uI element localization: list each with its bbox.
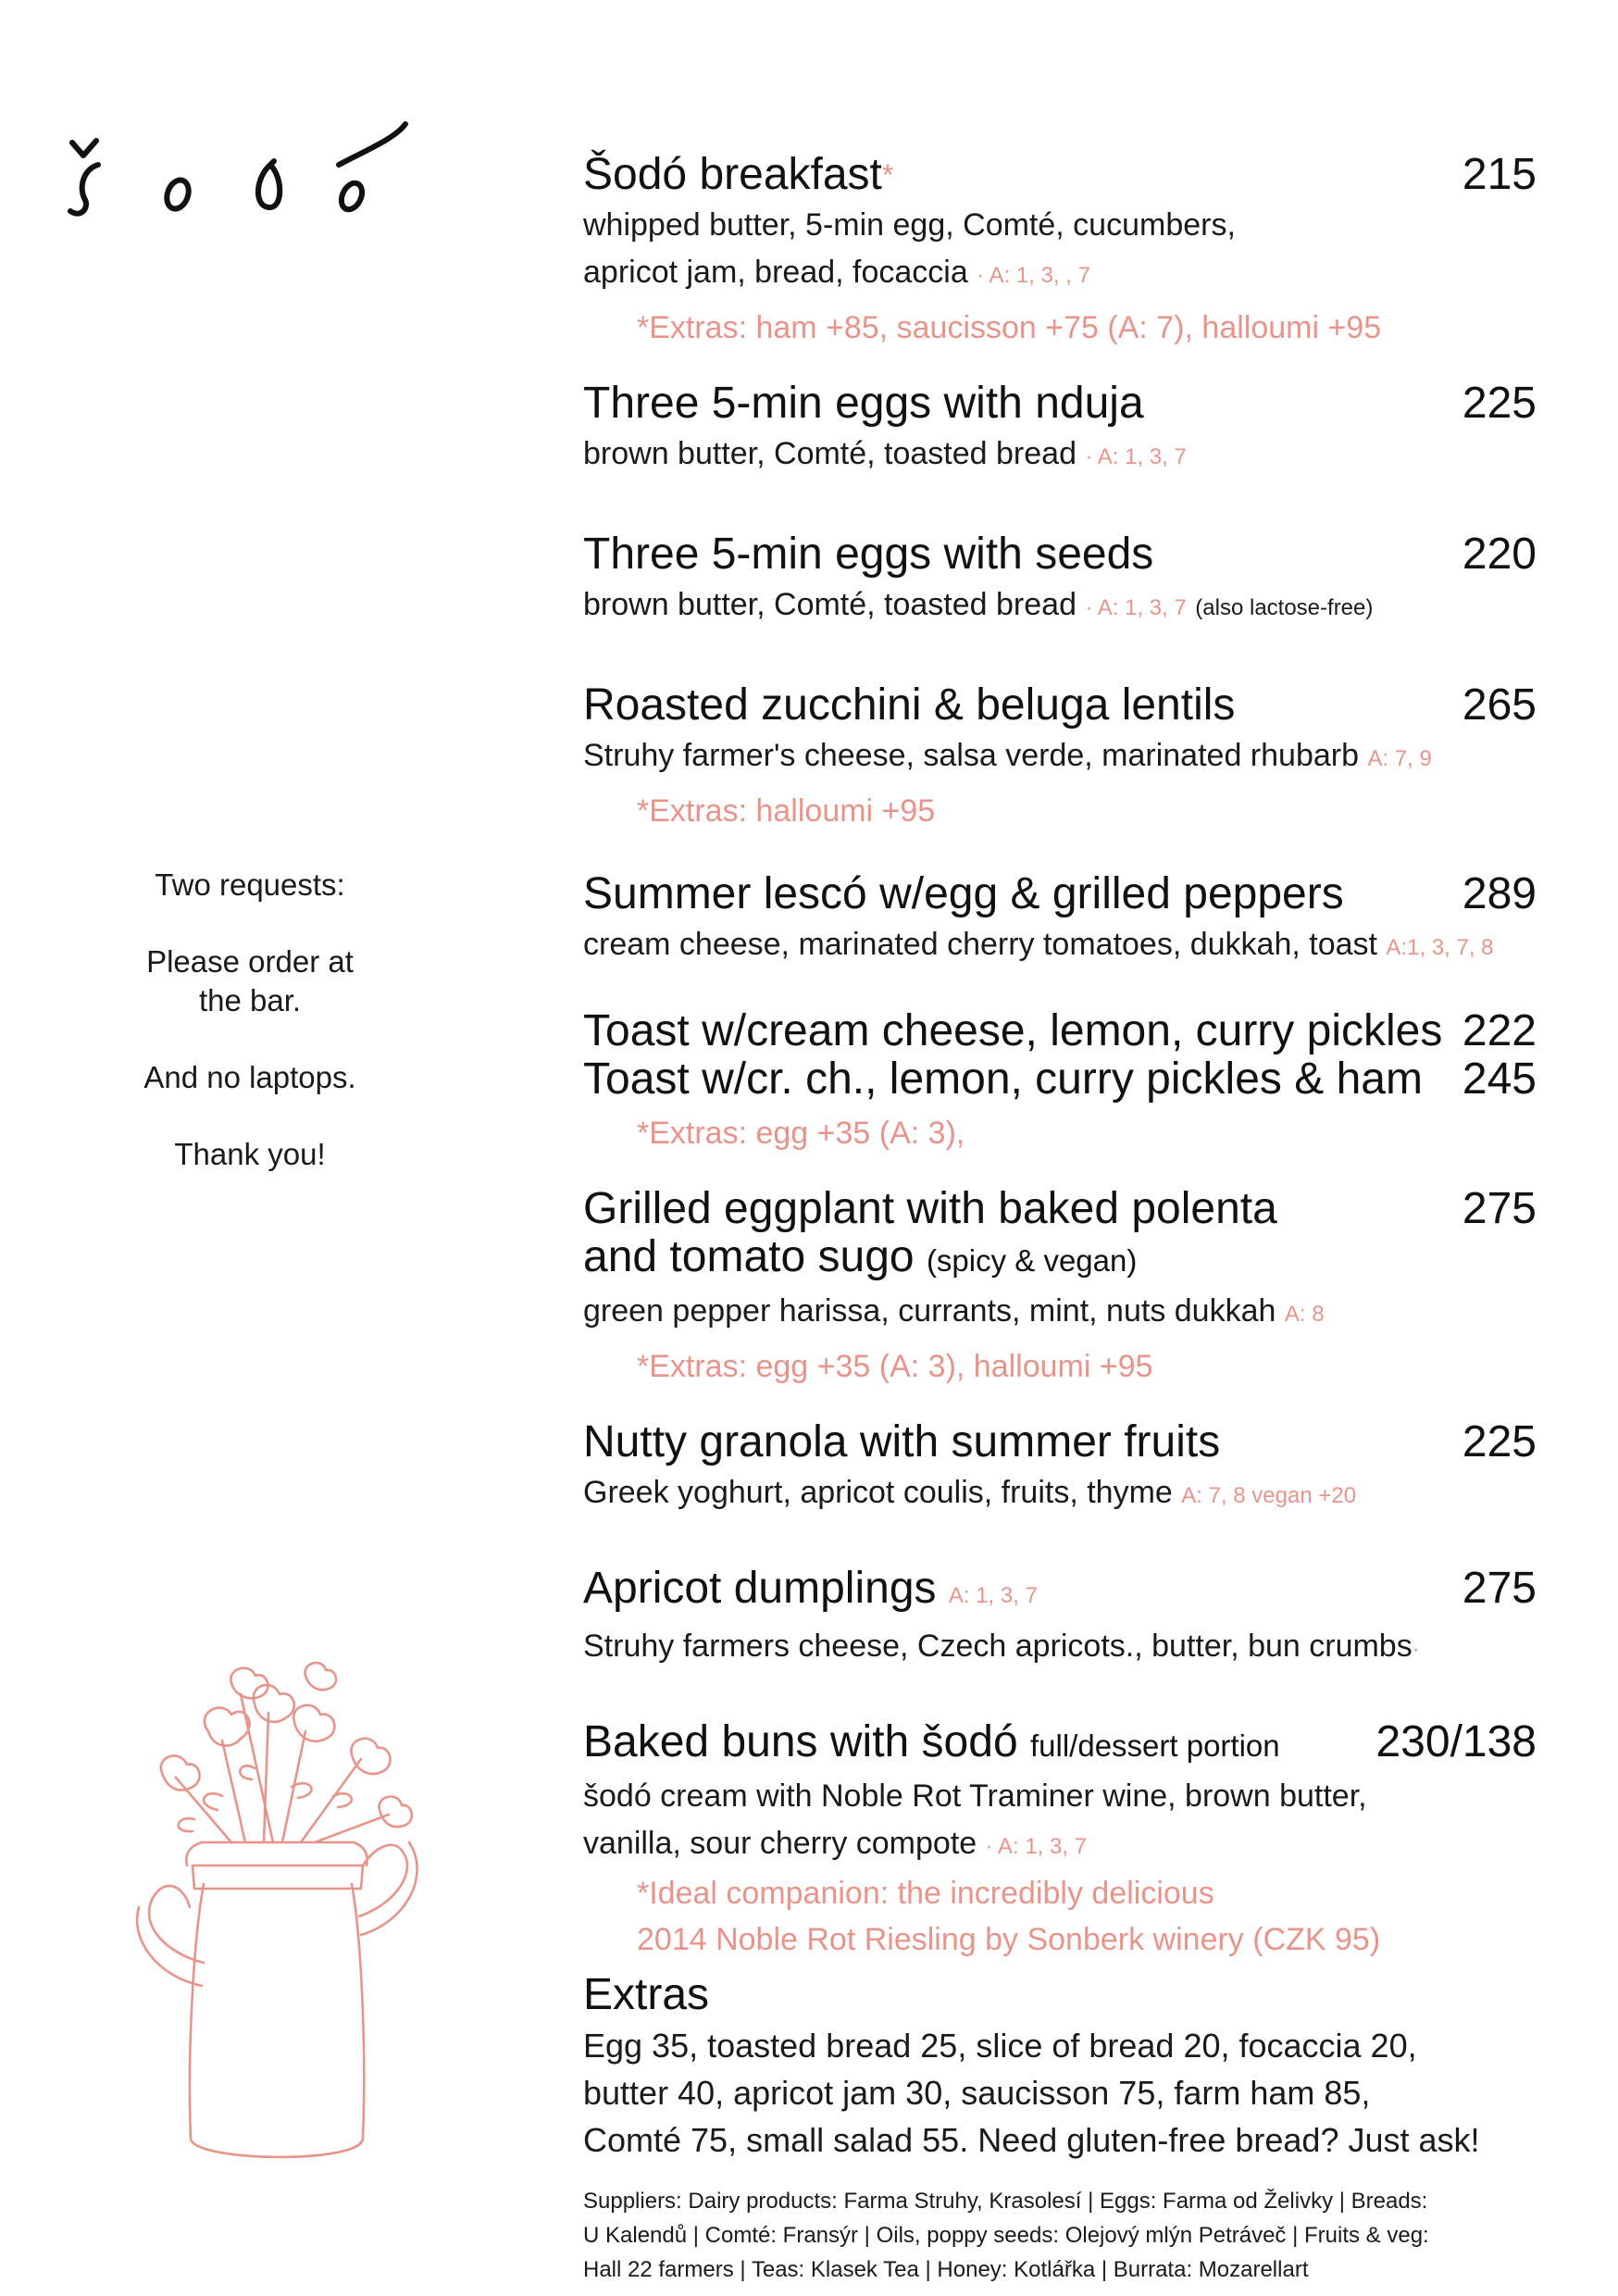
menu-item-price: 275	[1462, 1184, 1537, 1233]
allergens: A: 1, 3, 7	[948, 1583, 1038, 1608]
flower-vase-icon	[83, 1657, 472, 2176]
menu-item	[583, 679, 1537, 834]
allergens: · A: 1, 3, , 7	[977, 263, 1090, 288]
allergens: A: 7, 8 vegan +20	[1181, 1483, 1357, 1508]
allergens: · A: 1, 3, 7	[1085, 444, 1187, 469]
menu-item-name: Apricot dumplings	[583, 1564, 937, 1613]
menu-item-name: Toast w/cream cheese, lemon, curry pickles	[583, 1006, 1443, 1055]
menu-item-subtitle: (spicy & vegan)	[926, 1243, 1138, 1278]
menu-item-price: 275	[1462, 1564, 1537, 1613]
extras-title: Extras	[583, 1970, 710, 2019]
wine-note	[637, 1870, 1537, 1963]
sidebar-requests	[93, 866, 407, 1212]
lactose-free-note: (also lactose-free)	[1195, 595, 1374, 620]
menu-item-description	[583, 202, 1537, 299]
menu-item	[583, 1716, 1537, 1963]
menu-item-name-line2	[583, 1230, 1537, 1288]
menu-item-description	[583, 1288, 1537, 1338]
description-line: green pepper harissa, currants, mint, nuts dukkah	[583, 1293, 1276, 1329]
extras-note: *Extras: egg +35 (A: 3), halloumi +95	[637, 1349, 1153, 1384]
menu-item-description	[583, 1773, 1537, 1870]
menu-item	[583, 867, 1537, 971]
menu-list	[583, 148, 1537, 2287]
sidebar-line: And no laptops.	[143, 1060, 356, 1094]
menu-item-name: Baked buns with šodó	[583, 1717, 1018, 1766]
menu-item-name: Grilled eggplant with baked polenta	[583, 1184, 1277, 1233]
allergens: · A: 1, 3, 7	[1085, 595, 1187, 620]
description-line: brown butter, Comté, toasted bread	[583, 587, 1077, 622]
sidebar-line: Thank you!	[174, 1137, 326, 1171]
extras-body	[583, 2022, 1537, 2164]
menu-item-name: Three 5-min eggs with nduja	[583, 379, 1144, 428]
menu-item-name: Three 5-min eggs with seeds	[583, 530, 1154, 579]
menu-item-price: 225	[1462, 379, 1537, 428]
menu-item-price: 222	[1462, 1006, 1537, 1055]
menu-item	[583, 1004, 1537, 1156]
suppliers-section	[583, 2184, 1537, 2287]
description-line: šodó cream with Noble Rot Traminer wine, brown butter,	[583, 1778, 1367, 1814]
extras-section	[583, 1968, 1537, 2164]
description-line: Greek yoghurt, apricot coulis, fruits, thyme	[583, 1475, 1173, 1510]
extras-note: *Extras: egg +35 (A: 3),	[637, 1116, 965, 1151]
menu-item	[583, 528, 1537, 631]
menu-item-description	[583, 430, 1537, 480]
note-line: 2014 Noble Rot Riesling by Sonberk winery (CZK 95)	[637, 1922, 1381, 1957]
extras-line: Comté 75, small salad 55. Need gluten-free bread? Just ask!	[583, 2121, 1480, 2159]
menu-item	[583, 148, 1537, 351]
menu-item	[583, 1182, 1537, 1390]
description-line: vanilla, sour cherry compote	[583, 1826, 977, 1861]
menu-item-subtitle: full/dessert portion	[1029, 1728, 1280, 1763]
suppliers-line: Hall 22 farmers | Teas: Klasek Tea | Honey: Kotlářka | Burrata: Mozarellart	[583, 2257, 1309, 2282]
description-line: whipped butter, 5-min egg, Comté, cucumbers,	[583, 207, 1236, 243]
menu-item	[583, 377, 1537, 480]
menu-item-name-wrap	[583, 148, 893, 202]
menu-item	[583, 1562, 1537, 1673]
note-line: *Ideal companion: the incredibly delicious	[637, 1876, 1214, 1911]
menu-item-name-wrap	[583, 1716, 1280, 1773]
description-line: brown butter, Comté, toasted bread	[583, 436, 1077, 471]
menu-item-name-cont: and tomato sugo	[583, 1232, 915, 1281]
menu-item-description	[583, 581, 1537, 631]
extras-note: *Extras: halloumi +95	[637, 793, 936, 829]
sodo-logo	[61, 104, 413, 224]
menu-item-name: Šodó breakfast	[583, 150, 882, 199]
extras-line: Egg 35, toasted bread 25, slice of bread 20, focaccia 20,	[583, 2027, 1417, 2065]
menu-item-name: Roasted zucchini & beluga lentils	[583, 680, 1236, 730]
description-line: apricot jam, bread, focaccia	[583, 255, 968, 290]
menu-item-name-variant: Toast w/cr. ch., lemon, curry pickles & ham	[583, 1054, 1423, 1104]
menu-item-description	[583, 732, 1537, 782]
menu-item-name: Nutty granola with summer fruits	[583, 1417, 1221, 1466]
sidebar-line: Please order at the bar.	[146, 944, 354, 1017]
extras-line: butter 40, apricot jam 30, saucisson 75, farm ham 85,	[583, 2074, 1371, 2112]
allergens: · A: 1, 3, 7	[985, 1834, 1088, 1859]
allergens: ·	[1412, 1637, 1420, 1662]
allergens: A: 7, 9	[1367, 746, 1432, 771]
menu-item-name: Summer lescó w/egg & grilled peppers	[583, 869, 1344, 918]
allergens: A:1, 3, 7, 8	[1386, 935, 1494, 960]
menu-item-price: 289	[1462, 869, 1537, 918]
menu-item-price: 225	[1462, 1417, 1537, 1466]
sidebar-line: Two requests:	[155, 867, 345, 902]
description-line: Struhy farmers cheese, Czech apricots., butter, bun crumbs	[583, 1628, 1413, 1664]
menu-item-price: 220	[1462, 530, 1537, 579]
extras-note: *Extras: ham +85, saucisson +75 (A: 7), halloumi +95	[637, 310, 1382, 345]
asterisk-marker: *	[881, 158, 894, 192]
suppliers-line: U Kalendů | Comté: Fransýr | Oils, poppy seeds: Olejový mlýn Petráveč | Fruits & veg:	[583, 2223, 1429, 2248]
description-line: cream cheese, marinated cherry tomatoes, dukkah, toast	[583, 927, 1377, 962]
menu-item-price-variant: 245	[1462, 1054, 1537, 1104]
description-line: Struhy farmer's cheese, salsa verde, marinated rhubarb	[583, 738, 1359, 773]
menu-item-description	[583, 1469, 1537, 1519]
menu-item-description	[583, 1623, 1537, 1673]
menu-item-price: 230/138	[1375, 1717, 1537, 1766]
menu-item-description	[583, 921, 1537, 971]
menu-item	[583, 1416, 1537, 1519]
menu-item-name-wrap	[583, 1562, 1038, 1623]
suppliers-line: Suppliers: Dairy products: Farma Struhy, Krasolesí | Eggs: Farma od Želivky | Breads:	[583, 2189, 1428, 2214]
allergens: A: 8	[1284, 1302, 1325, 1327]
menu-item-price: 215	[1462, 150, 1537, 199]
menu-item-price: 265	[1462, 680, 1537, 730]
